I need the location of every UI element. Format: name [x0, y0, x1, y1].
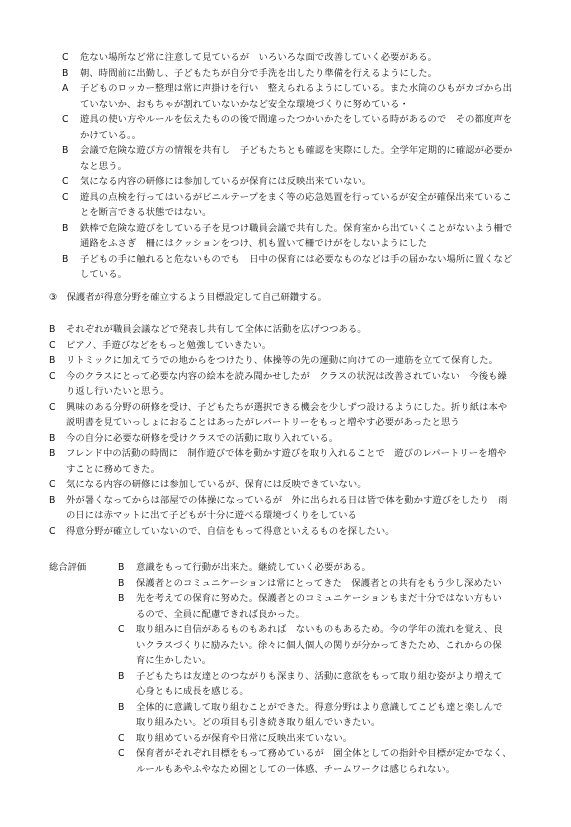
evaluation-text-line: 鉄棒で危険な遊びをしている子を見つけ職員会議で共有した。保育室から出ていくことがないよう柵で — [80, 222, 513, 234]
evaluation-item — [0, 446, 571, 477]
evaluation-text-line: 子どものロッカー整理は常に声掛けを行い 整えられるようにしている。また水筒のひもがカゴから出 — [80, 83, 513, 94]
grade-mark: A — [62, 83, 69, 94]
grade-mark: B — [118, 577, 125, 589]
evaluation-item — [0, 560, 571, 576]
evaluation-text-line: すことに務めてきた。 — [66, 463, 160, 475]
evaluation-text-line: 先を考えての保育に努めた。保護者とのコミュニケーションもまだ十分ではない方もい — [136, 593, 502, 604]
evaluation-text-line: の日には赤マットに出て子どもが十分に遊べる環境づくりをしている — [66, 510, 357, 521]
grade-mark: B — [49, 324, 56, 335]
evaluation-item — [0, 731, 571, 747]
evaluation-text-line: 意識をもって行動が出来た。継続していく必要がある。 — [136, 562, 371, 573]
grade-mark: B — [62, 222, 69, 234]
grade-mark: B — [118, 593, 125, 604]
evaluation-item — [0, 252, 571, 283]
evaluation-text-line: ピアノ、手遊びなどをもっと勉強していきたい。 — [66, 339, 272, 351]
grade-mark: B — [62, 67, 69, 79]
grade-mark: C — [62, 176, 69, 187]
grade-mark: C — [118, 748, 125, 759]
evaluation-text-line: している。 — [80, 269, 127, 280]
evaluation-item — [0, 591, 571, 622]
evaluation-text-line: るので、全員に配慮できれば良かった。 — [136, 608, 305, 620]
evaluation-item — [0, 174, 571, 190]
evaluation-item — [0, 338, 571, 354]
evaluation-text-line: それぞれが職員会議などで発表し共有して全体に活動を広げつつある。 — [66, 324, 367, 335]
evaluation-item — [0, 431, 571, 447]
section-summary-evaluations — [0, 560, 571, 777]
evaluation-text-line: 心身ともに成長を感じる。 — [136, 686, 249, 697]
grade-mark: B — [49, 432, 56, 444]
evaluation-item — [0, 81, 571, 112]
summary-label: 総合評価 — [49, 562, 87, 573]
evaluation-item — [0, 66, 571, 82]
evaluation-item — [0, 576, 571, 592]
section-heading: ③ 保護者が得意分野を確立するよう目標設定して自己研鑽する。 — [49, 292, 327, 303]
evaluation-item — [0, 353, 571, 369]
grade-mark: C — [49, 401, 56, 413]
evaluation-text-line: 今のクラスにとって必要な内容の絵本を読み聞かせしたが クラスの状況は改善されていない 今後も繰 — [66, 370, 507, 382]
grade-mark: B — [49, 355, 56, 366]
evaluation-text-line: 子どもたちは友達とのつながりも深まり、活動に意欲をもって取り組む姿がより増えて — [136, 670, 503, 682]
evaluation-text-line: 遊具の使い方やルールを伝えたものの後で間違ったつかいかたをしている時があるので その都度声を — [80, 114, 513, 125]
evaluation-text-line: 取り組みに自信があるものもあれば ないものもあるため。今の学年の流れを覚え、良 — [136, 624, 503, 635]
grade-mark: C — [49, 339, 56, 351]
evaluation-text-line: フレンド中の活動の時間に 制作遊びで体を動かす遊びを取り入れることで 遊びのレパートリーを増や — [66, 448, 507, 459]
evaluation-text-line: 説明書を見ていっしょにおることはあったがレパートリーをもっと増やす必要があったと思う — [66, 417, 460, 428]
grade-mark: C — [49, 370, 56, 382]
evaluation-text-line: リトミックに加えてうでの地からをつけたり、体操等の先の運動に向けての一連筋を立てて保育した。 — [66, 355, 499, 366]
evaluation-item — [0, 400, 571, 431]
evaluation-text-line: ていないか、おもちゃが割れていないかなど安全な環境づくりに努めている・ — [80, 98, 409, 110]
section-safety-evaluations — [0, 50, 571, 283]
evaluation-text-line: 会議で危険な遊び方の情報を共有し 子どもたちとも確認を実際にした。全学年定期的に確認が必要か — [80, 145, 513, 156]
evaluation-text-line: 今の自分に必要な研修を受けクラスでの活動に取り入れている。 — [66, 432, 339, 444]
grade-mark: B — [118, 562, 125, 573]
evaluation-item — [0, 322, 571, 338]
evaluation-item — [0, 524, 571, 540]
evaluation-text-line: 遊具の点検を行ってはいるがビニルテープをまく等の応急処置を行っているが安全が確保出来ているこ — [80, 191, 512, 203]
evaluation-text-line: 保護者とのコミュニケーションは常にとってきた 保護者との共有をもう少し深めたい — [136, 577, 502, 589]
evaluation-text-line: 育に生かしたい。 — [136, 655, 212, 666]
evaluation-item — [0, 622, 571, 669]
evaluation-text-line: 危ない場所など常に注意して見ているが いろいろな面で改善していく必要がある。 — [80, 52, 438, 63]
evaluation-text-line: 得意分野が確立していないので、自信をもって得意といえるものを探したい。 — [66, 525, 395, 537]
grade-mark: C — [118, 732, 125, 744]
grade-mark: C — [62, 114, 69, 125]
evaluation-text-line: 朝、時間前に出勤し、子どもたちが自分で手洗を出したり準備を行えるようにした。 — [80, 67, 438, 79]
evaluation-text-line: とを断言できる状態ではない。 — [80, 207, 212, 218]
evaluation-text-line: いクラスづくりに励みたい。徐々に個人個人の関りが分かってきたため、これからの保 — [136, 639, 502, 651]
evaluation-text-line: なと思う。 — [80, 160, 127, 172]
grade-mark: B — [118, 670, 125, 682]
evaluation-text-line: 全体的に意識して取り組むことができた。得意分野はより意識してこども達と楽しんで — [136, 701, 503, 713]
evaluation-text-line: 外が暑くなってからは部屋での体操になっているが 外に出られる日は皆で体を動かす遊びをしたり 雨 — [66, 494, 508, 506]
evaluation-item — [0, 190, 571, 221]
evaluation-item — [0, 493, 571, 524]
evaluation-text-line: ルールもあやふやなため園としての一体感、チームワークは感じられない。 — [136, 763, 456, 775]
evaluation-text-line: 気になる内容の研修には参加しているが、保育には反映できていない。 — [66, 479, 367, 490]
evaluation-text-line: 通路をふさぎ 柵にはクッションをつけ、机も置いて柵でけがをしないようにした — [80, 238, 428, 249]
evaluation-item — [0, 369, 571, 400]
grade-mark: B — [49, 448, 56, 459]
grade-mark: C — [62, 52, 69, 63]
evaluation-item — [0, 477, 571, 493]
grade-mark: C — [49, 479, 56, 490]
evaluation-item — [0, 50, 571, 66]
evaluation-item — [0, 112, 571, 143]
evaluation-item — [0, 221, 571, 252]
evaluation-text-line: り返し行いたいと思う。 — [66, 386, 170, 397]
evaluation-text-line: かけている。。 — [80, 129, 142, 141]
grade-mark: B — [118, 701, 125, 713]
grade-mark: C — [49, 525, 56, 537]
evaluation-text-line: 子どもの手に触れると危ないものでも 日中の保育には必要なものなどは手の届かない場所に置くなど — [80, 253, 513, 265]
evaluation-text-line: 取り組めているが保育や日常に反映出来ていない。 — [136, 732, 353, 744]
evaluation-item — [0, 746, 571, 777]
evaluation-text-line: 保育者がそれぞれ目標をもって務めているが 園全体としての指針や目標が定かでなく、 — [136, 748, 512, 759]
evaluation-text-line: 気になる内容の研修には参加しているが保育には反映出来ていない。 — [80, 176, 372, 187]
grade-mark: B — [49, 494, 56, 506]
evaluation-item — [0, 669, 571, 700]
grade-mark: B — [62, 145, 69, 156]
evaluation-text-line: 取り組みたい。どの項目も引き続き取り組んでいきたい。 — [136, 717, 381, 728]
grade-mark: C — [62, 191, 69, 203]
evaluation-text-line: 興味のある分野の研修を受け、子どもたちが選択できる機会を少しずつ設けるようにした。折り紙は本や — [66, 401, 508, 413]
evaluation-item — [0, 143, 571, 174]
evaluation-item — [0, 700, 571, 731]
section-self-study-evaluations — [0, 322, 571, 539]
grade-mark: B — [62, 253, 69, 265]
grade-mark: C — [118, 624, 125, 635]
